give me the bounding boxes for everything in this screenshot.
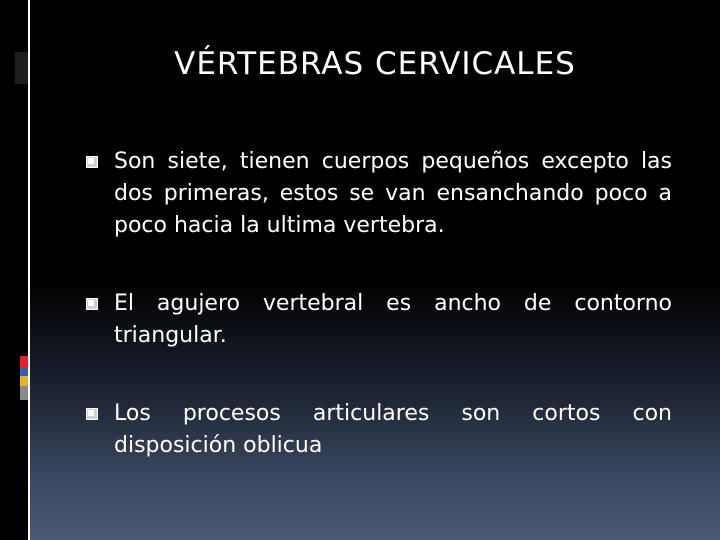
square-bullet-icon: [86, 156, 98, 168]
title-accent-block: [15, 52, 28, 84]
accent-bar-red: [20, 356, 28, 368]
accent-bar-yellow: [20, 376, 28, 386]
square-bullet-icon: [86, 298, 98, 310]
slide-title: VÉRTEBRAS CERVICALES: [174, 46, 576, 82]
bullet-text: El agujero vertebral es ancho de contorno triangular.: [114, 291, 672, 348]
square-bullet-icon: [86, 408, 98, 420]
bullet-item: [86, 288, 672, 352]
accent-bar-blue: [20, 368, 28, 376]
bullet-text: Son siete, tienen cuerpos pequeños excepto las dos primeras, estos se van ensanchando poco a poco hacia la ultima vertebra.: [114, 149, 672, 238]
bullet-item: [86, 146, 672, 242]
bullet-list: [86, 146, 672, 508]
bullet-text: Los procesos articulares son cortos con disposición oblicua: [114, 401, 672, 458]
bullet-item: [86, 398, 672, 462]
accent-bar-gray: [20, 386, 28, 400]
